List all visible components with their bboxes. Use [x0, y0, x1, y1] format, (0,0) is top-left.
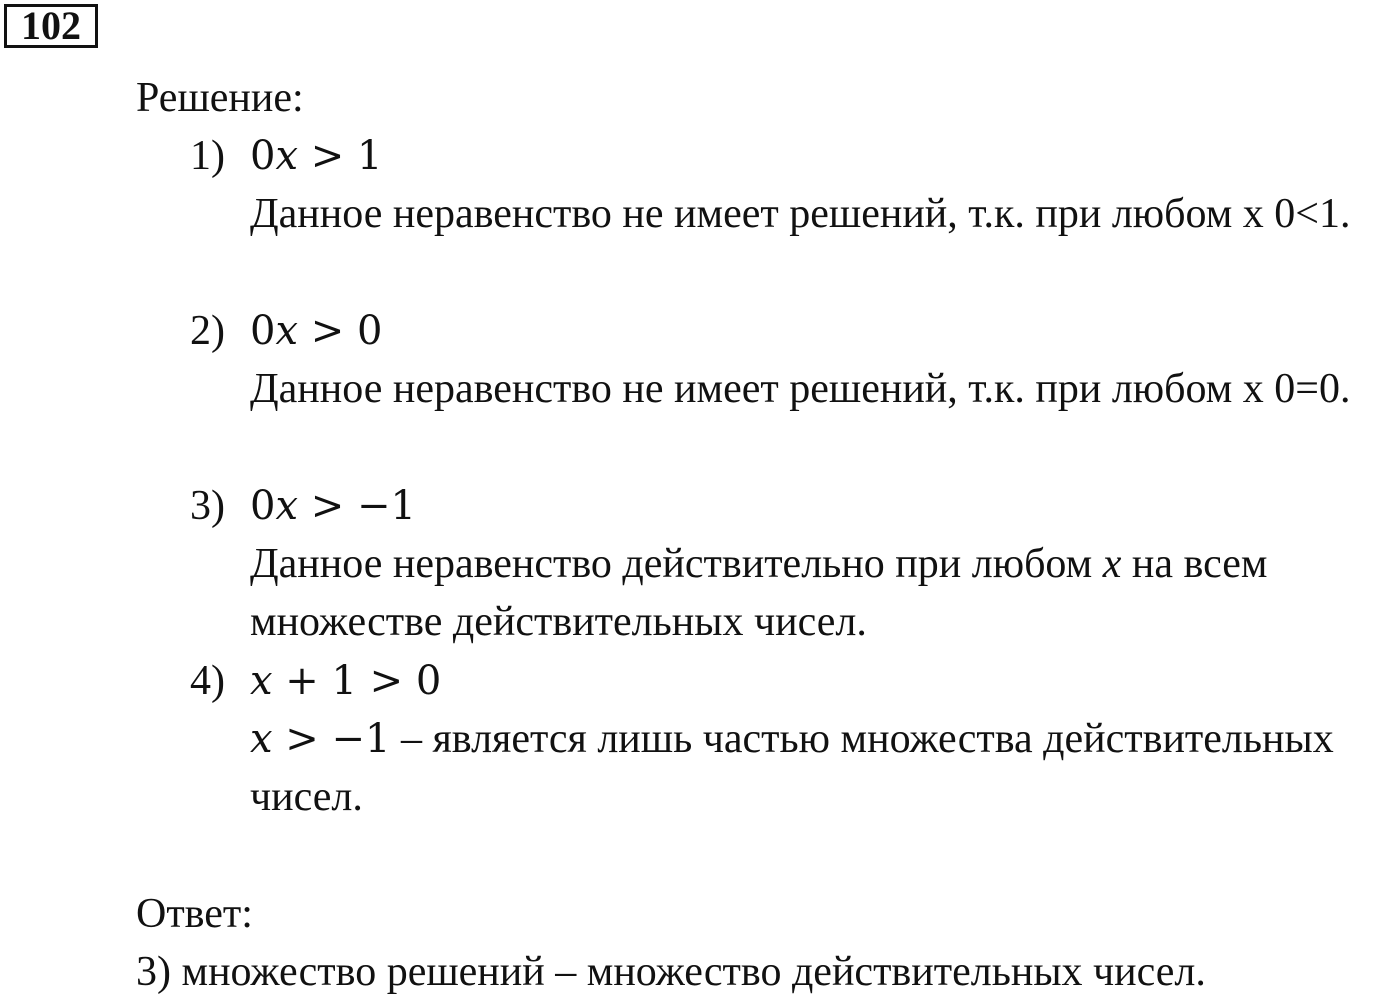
item-1-number: 1): [190, 133, 225, 179]
item-1-inequality: 0x > 1: [250, 133, 383, 179]
item-4-inequality: x + 1 > 0: [250, 658, 442, 704]
item-2-explanation: Данное неравенство не имеет решений, т.к. при любом х 0=0.: [250, 366, 1351, 412]
item-4-explanation-line-1: x > −1 – является лишь частью множества действительных: [250, 716, 1334, 762]
item-4-explanation-line-2: чисел.: [250, 774, 363, 820]
item-3-explanation-line-2: множестве действительных чисел.: [250, 599, 867, 645]
item-3-number: 3): [190, 483, 225, 529]
item-3-explanation-line-1: Данное неравенство действительно при любом x на всем: [250, 541, 1268, 587]
item-4-number: 4): [190, 658, 225, 704]
item-2-number: 2): [190, 308, 225, 354]
solution-label: Решение:: [136, 75, 304, 121]
answer-label: Ответ:: [136, 891, 253, 937]
problem-number-box: 102: [4, 4, 98, 48]
item-2-inequality: 0x > 0: [250, 308, 383, 354]
item-1-explanation: Данное неравенство не имеет решений, т.к. при любом х 0<1.: [250, 191, 1351, 237]
item-3-inequality: 0x > −1: [250, 483, 416, 529]
answer-text: 3) множество решений – множество действительных чисел.: [136, 949, 1206, 995]
